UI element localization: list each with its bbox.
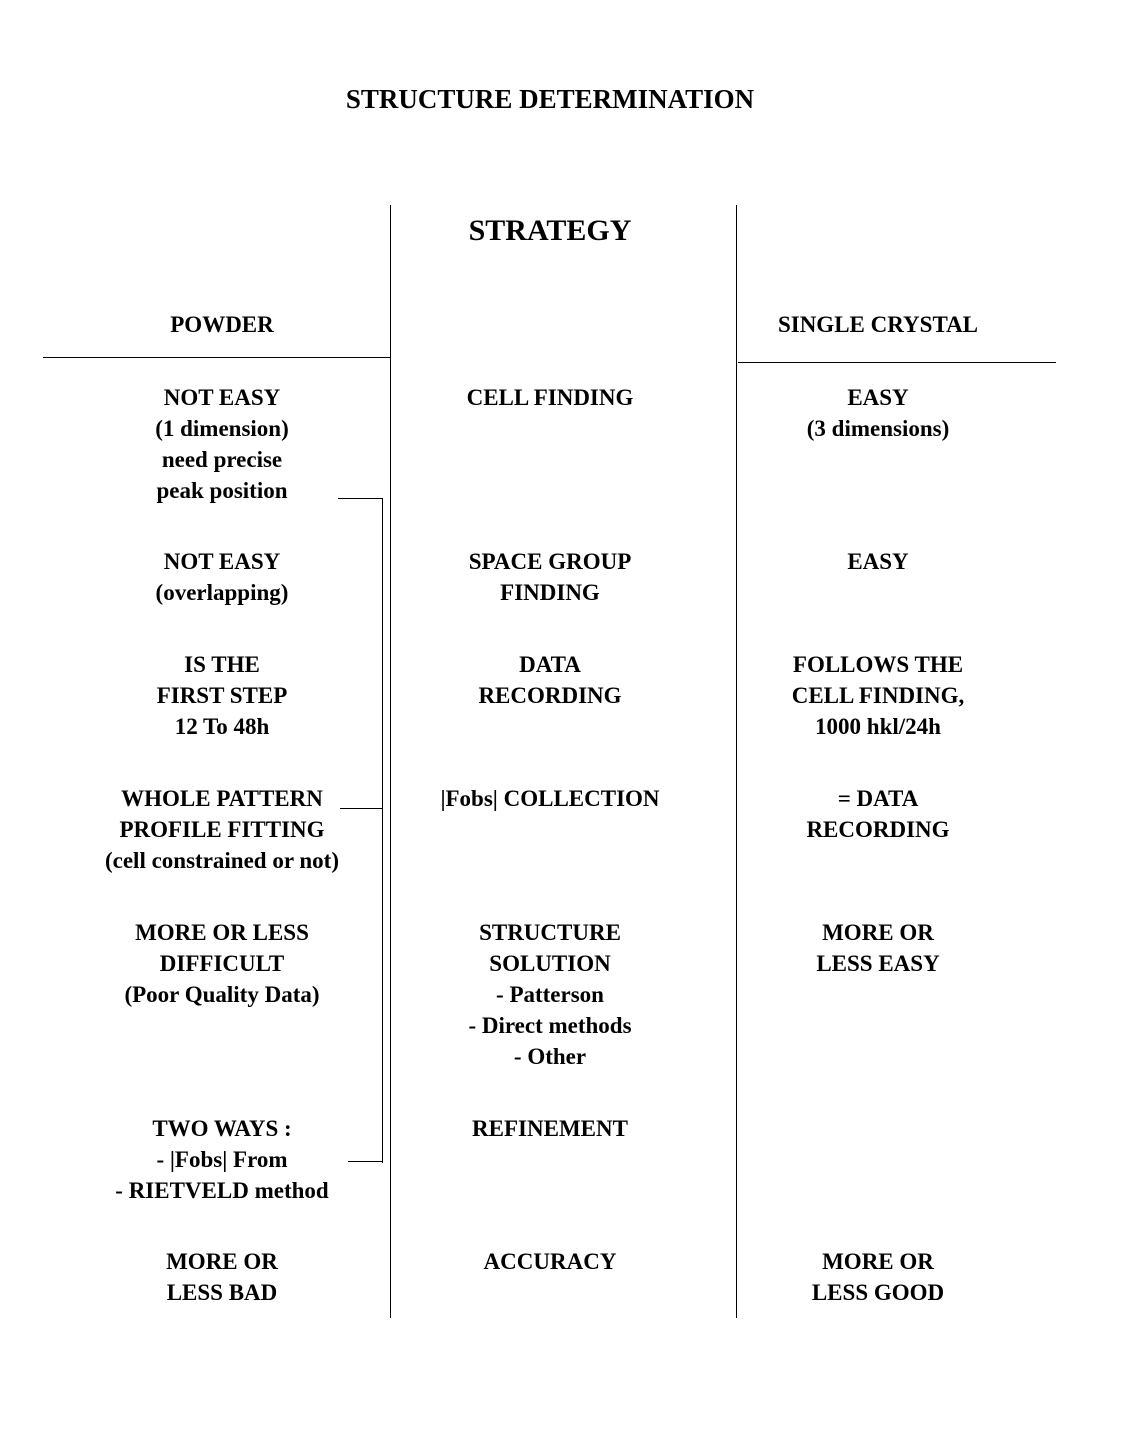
cell-line: SPACE GROUP <box>468 549 632 574</box>
single-fobs-collection <box>738 783 1018 845</box>
cell-line: MORE OR <box>166 1249 278 1274</box>
cell-line: - |Fobs| From <box>156 1147 288 1172</box>
cell-line: NOT EASY <box>163 549 281 574</box>
cell-line: LESS BAD <box>166 1280 278 1305</box>
cell-line: CELL FINDING, <box>791 683 965 708</box>
strategy-space-group <box>390 546 710 608</box>
single-space-group <box>738 546 1018 577</box>
strategy-cell-finding <box>390 382 710 413</box>
cell-line: REFINEMENT <box>472 1116 628 1141</box>
cell-line: LESS EASY <box>816 951 940 976</box>
cell-line: - Patterson <box>496 982 604 1007</box>
cell-line: PROFILE FITTING <box>119 817 325 842</box>
cell-line: (overlapping) <box>155 580 289 605</box>
cell-line: (cell constrained or not) <box>104 848 339 873</box>
cell-line: - Direct methods <box>468 1013 632 1038</box>
single-data-recording <box>738 649 1018 742</box>
cell-line: - Other <box>513 1044 587 1069</box>
cell-line: SOLUTION <box>489 951 611 976</box>
cell-line: (1 dimension) <box>155 416 289 441</box>
cell-line: TWO WAYS : <box>152 1116 292 1141</box>
powder-refinement <box>42 1113 402 1206</box>
cell-line: FIRST STEP <box>156 683 288 708</box>
cell-line: CELL FINDING <box>466 385 634 410</box>
page-title: STRUCTURE DETERMINATION <box>345 84 755 114</box>
cell-line: MORE OR LESS <box>135 920 309 945</box>
cell-line: ACCURACY <box>483 1249 617 1274</box>
cell-line: LESS GOOD <box>811 1280 945 1305</box>
powder-header: POWDER <box>170 312 274 337</box>
cell-line: - RIETVELD method <box>115 1178 329 1203</box>
cell-line: MORE OR <box>822 1249 934 1274</box>
single-crystal-header: SINGLE CRYSTAL <box>777 312 979 337</box>
cell-line: 12 To 48h <box>174 714 270 739</box>
powder-space-group <box>42 546 402 608</box>
right-column-divider <box>736 205 737 1318</box>
cell-line: DIFFICULT <box>159 951 285 976</box>
cell-line: RECORDING <box>806 817 950 842</box>
cell-line: (Poor Quality Data) <box>124 982 320 1007</box>
cell-line: WHOLE PATTERN <box>121 786 323 811</box>
cell-line: EASY <box>847 385 909 410</box>
cell-line: MORE OR <box>822 920 934 945</box>
cell-line: = DATA <box>837 786 919 811</box>
strategy-refinement <box>390 1113 710 1144</box>
single-accuracy <box>738 1246 1018 1308</box>
cell-line: peak position <box>156 478 288 503</box>
powder-header-underline <box>43 357 390 358</box>
cell-line: IS THE <box>184 652 260 677</box>
cell-line: need precise <box>161 447 283 472</box>
strategy-header: STRATEGY <box>468 214 632 247</box>
cell-line: FINDING <box>500 580 600 605</box>
powder-accuracy <box>42 1246 402 1308</box>
cell-line: RECORDING <box>478 683 622 708</box>
powder-structure-solution <box>42 917 402 1010</box>
powder-fobs-collection <box>42 783 402 876</box>
cell-line: DATA <box>519 652 581 677</box>
single-structure-solution <box>738 917 1018 979</box>
strategy-accuracy <box>390 1246 710 1277</box>
cell-line: EASY <box>847 549 909 574</box>
cell-line: 1000 hkl/24h <box>815 714 941 739</box>
strategy-data-recording <box>390 649 710 711</box>
cell-line: |Fobs| COLLECTION <box>440 786 660 811</box>
cell-line: FOLLOWS THE <box>792 652 964 677</box>
single-crystal-header-underline <box>738 362 1056 363</box>
powder-cell-finding <box>42 382 402 506</box>
cell-line: (3 dimensions) <box>806 416 950 441</box>
cell-line: STRUCTURE <box>479 920 621 945</box>
powder-data-recording <box>42 649 402 742</box>
strategy-structure-solution <box>390 917 710 1072</box>
strategy-fobs-collection <box>390 783 710 814</box>
cell-line: NOT EASY <box>163 385 281 410</box>
single-cell-finding <box>738 382 1018 444</box>
